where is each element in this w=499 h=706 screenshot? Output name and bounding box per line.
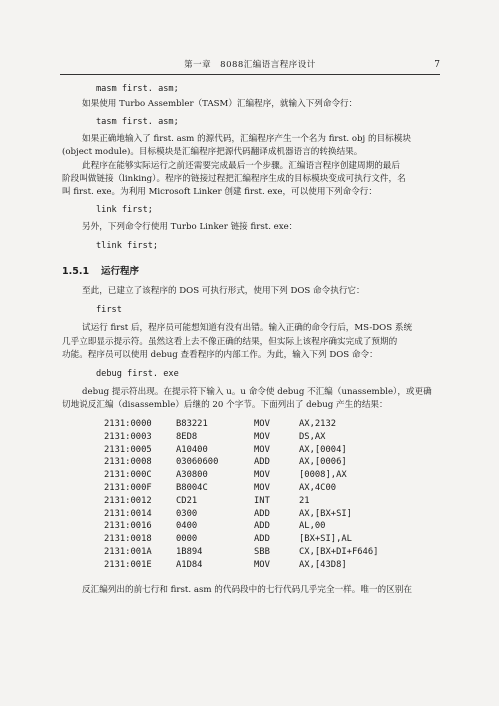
command-tasm: tasm first. asm; bbox=[96, 117, 179, 127]
code-operand: [0008],AX bbox=[299, 470, 347, 481]
code-operand: AX,[0006] bbox=[299, 457, 347, 468]
paragraph-line: 阶段叫做链接（linking）。程序的链接过程把汇编程序生成的目标模块变成可执行文件，名 bbox=[62, 174, 406, 184]
paragraph-line: 此程序在能够实际运行之前还需要完成最后一个步骤。汇编语言程序创建周期的最后 bbox=[82, 161, 400, 171]
paragraph-line: (object module)。目标模块是汇编程序把源代码翻译成机器语言的转换结果。 bbox=[62, 147, 363, 157]
code-opcode: MOV bbox=[254, 483, 270, 493]
code-bytes: CD21 bbox=[176, 495, 198, 506]
paragraph-line: 至此，已建立了该程序的 DOS 可执行形式，使用下列 DOS 命令执行它： bbox=[82, 286, 365, 296]
code-bytes: B8004C bbox=[176, 483, 208, 493]
code-operand: [BX+SI],AL bbox=[299, 534, 352, 545]
code-address: 2131:0008 bbox=[104, 457, 152, 468]
code-opcode: SBB bbox=[254, 547, 270, 557]
code-operand: CX,[BX+DI+F646] bbox=[299, 547, 379, 557]
paragraph-line: 反汇编列出的前七行和 first. asm 的代码段中的七行代码几乎完全一样。唯一的区别在 bbox=[82, 585, 412, 595]
code-operand: 21 bbox=[299, 495, 310, 506]
command-masm: masm first. asm; bbox=[96, 84, 179, 94]
code-address: 2131:001A bbox=[104, 547, 152, 557]
code-address: 2131:000F bbox=[104, 483, 152, 493]
code-bytes: 8ED8 bbox=[176, 431, 198, 442]
code-opcode: MOV bbox=[254, 419, 270, 429]
code-operand: DS,AX bbox=[299, 431, 326, 442]
code-operand: AX,[43D8] bbox=[299, 559, 347, 570]
paragraph-line: 功能。程序员可以使用 debug 查看程序的内部工作。为此，输入下列 DOS 命令： bbox=[62, 350, 378, 360]
paragraph-line: 叫 first. exe。为利用 Microsoft Linker 创建 first. exe，可以使用下列命令行： bbox=[62, 187, 377, 197]
code-operand: AX,2132 bbox=[299, 419, 337, 429]
disassembly-listing bbox=[104, 418, 444, 578]
paragraph-line: 如果使用 Turbo Assembler（TASM）汇编程序，就输入下列命令行： bbox=[82, 99, 358, 109]
code-opcode: MOV bbox=[254, 559, 270, 570]
code-bytes: 03060600 bbox=[176, 457, 219, 468]
code-address: 2131:000C bbox=[104, 470, 152, 481]
section-number: 1.5.1 bbox=[62, 266, 90, 277]
code-address: 2131:0005 bbox=[104, 444, 152, 455]
code-bytes: 0300 bbox=[176, 508, 198, 519]
paragraph-line: debug 提示符出现。在提示符下输入 u。u 命令使 debug 不汇编（unassemble），或更确 bbox=[82, 387, 432, 397]
code-bytes: A1D84 bbox=[176, 559, 203, 570]
code-opcode: MOV bbox=[254, 431, 270, 442]
code-operand: AL,00 bbox=[299, 521, 326, 532]
code-address: 2131:0016 bbox=[104, 521, 152, 532]
paragraph-line: 试运行 first 后，程序员可能想知道有没有出错。输入正确的命令行后，MS-DOS 系统 bbox=[82, 323, 413, 333]
chapter-title: 第一章 8088汇编语言程序设计 bbox=[184, 60, 316, 70]
code-opcode: ADD bbox=[254, 457, 270, 468]
code-bytes: B83221 bbox=[176, 419, 208, 429]
code-operand: AX,[0004] bbox=[299, 444, 347, 455]
code-opcode: ADD bbox=[254, 508, 270, 519]
code-operand: AX,4C00 bbox=[299, 483, 337, 493]
code-bytes: A10400 bbox=[176, 444, 208, 455]
command-debug: debug first. exe bbox=[96, 369, 179, 379]
running-header bbox=[60, 58, 440, 75]
code-opcode: MOV bbox=[254, 444, 270, 455]
section-title: 运行程序 bbox=[101, 266, 140, 277]
code-address: 2131:0018 bbox=[104, 534, 152, 545]
command-first: first bbox=[96, 305, 122, 315]
code-address: 2131:001E bbox=[104, 559, 152, 570]
code-address: 2131:0003 bbox=[104, 431, 152, 442]
code-bytes: A30800 bbox=[176, 470, 208, 481]
page-number: 7 bbox=[434, 60, 440, 70]
command-tlink: tlink first; bbox=[96, 241, 159, 251]
paragraph-line: 几乎立即显示提示符。虽然这看上去不像正确的结果，但实际上该程序确实完成了预期的 bbox=[62, 337, 398, 347]
code-address: 2131:0014 bbox=[104, 508, 152, 519]
paragraph-line: 如果正确地输入了 first. asm 的源代码，汇编程序产生一个名为 first. obj 的目标模块 bbox=[82, 134, 411, 144]
code-address: 2131:0000 bbox=[104, 419, 152, 429]
paragraph-line: 切地说反汇编（disassemble）后继的 20 个字节。下面列出了 debug 产生的结果： bbox=[62, 400, 388, 410]
code-opcode: INT bbox=[254, 495, 270, 506]
paragraph-line: 另外，下列命令行使用 Turbo Linker 链接 first. exe： bbox=[82, 222, 298, 232]
code-bytes: 1B894 bbox=[176, 547, 203, 557]
code-opcode: ADD bbox=[254, 521, 270, 532]
code-operand: AX,[BX+SI] bbox=[299, 508, 352, 519]
code-bytes: 0400 bbox=[176, 521, 198, 532]
code-opcode: ADD bbox=[254, 534, 270, 545]
code-address: 2131:0012 bbox=[104, 495, 152, 506]
code-bytes: 0000 bbox=[176, 534, 198, 545]
command-link: link first; bbox=[96, 205, 153, 215]
code-opcode: MOV bbox=[254, 470, 270, 481]
